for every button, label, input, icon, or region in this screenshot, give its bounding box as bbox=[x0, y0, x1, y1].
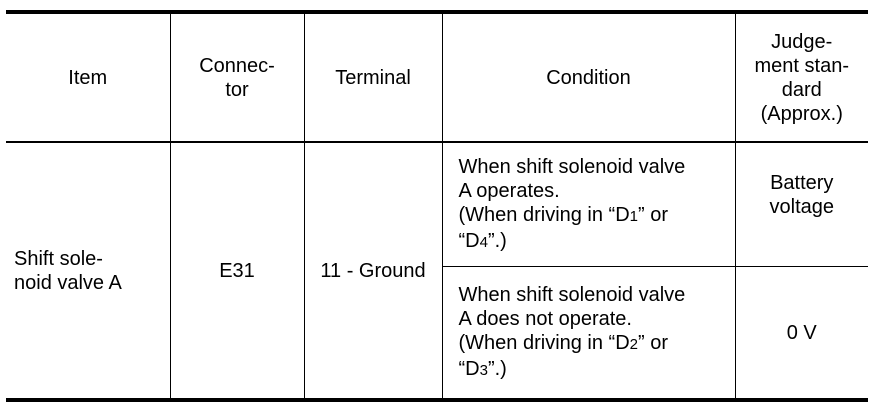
range-subscript: 3 bbox=[479, 361, 488, 379]
header-judgement-line: dard bbox=[781, 78, 822, 101]
condition-text: ”.) bbox=[487, 357, 507, 380]
connector-cell: E31 bbox=[170, 142, 304, 400]
condition-line: A does not operate. bbox=[458, 307, 632, 330]
header-judgement-line: ment stan- bbox=[754, 54, 849, 77]
judgement-line: Battery bbox=[770, 172, 834, 194]
condition-line: When shift solenoid valve bbox=[458, 283, 686, 306]
header-terminal-line: Terminal bbox=[335, 66, 411, 89]
condition-line: When shift solenoid valve bbox=[458, 155, 686, 178]
condition-text: ” or bbox=[638, 331, 669, 354]
item-line: noid valve A bbox=[14, 271, 122, 294]
range-subscript: 2 bbox=[629, 335, 639, 353]
header-condition-line: Condition bbox=[546, 66, 631, 89]
item-cell bbox=[6, 142, 170, 400]
header-connector bbox=[170, 12, 304, 142]
range-subscript: 1 bbox=[629, 207, 639, 225]
header-connector-line: Connec- bbox=[199, 54, 275, 77]
condition-text: ”.) bbox=[487, 229, 507, 252]
condition-line: A operates. bbox=[458, 179, 560, 202]
condition-text: (When driving in “D bbox=[458, 331, 630, 354]
condition-line bbox=[459, 331, 727, 357]
terminal-cell: 11 - Ground bbox=[304, 142, 442, 400]
header-condition bbox=[442, 12, 735, 142]
header-row bbox=[6, 12, 868, 142]
header-connector-line: tor bbox=[225, 78, 249, 101]
header-terminal bbox=[304, 12, 442, 142]
judgement-line: voltage bbox=[769, 196, 834, 218]
condition-cell bbox=[442, 267, 735, 400]
judgement-cell bbox=[735, 267, 868, 400]
header-judgement-line: (Approx.) bbox=[760, 102, 843, 125]
condition-text: “D bbox=[458, 357, 480, 380]
spec-table bbox=[6, 10, 868, 402]
condition-text: “D bbox=[458, 229, 480, 252]
condition-text: (When driving in “D bbox=[458, 203, 630, 226]
condition-text: ” or bbox=[638, 203, 669, 226]
range-subscript: 4 bbox=[479, 233, 488, 251]
header-item bbox=[6, 12, 170, 142]
header-judgement-line: Judge- bbox=[771, 30, 833, 53]
condition-line bbox=[459, 203, 727, 229]
judgement-line: 0 V bbox=[786, 321, 817, 344]
header-item-line: Item bbox=[68, 66, 108, 89]
table-row bbox=[6, 142, 868, 267]
condition-line bbox=[459, 229, 727, 255]
judgement-cell bbox=[735, 142, 868, 267]
condition-line bbox=[459, 357, 727, 383]
header-judgement bbox=[735, 12, 868, 142]
item-line: Shift sole- bbox=[14, 247, 103, 270]
condition-cell bbox=[442, 142, 735, 267]
